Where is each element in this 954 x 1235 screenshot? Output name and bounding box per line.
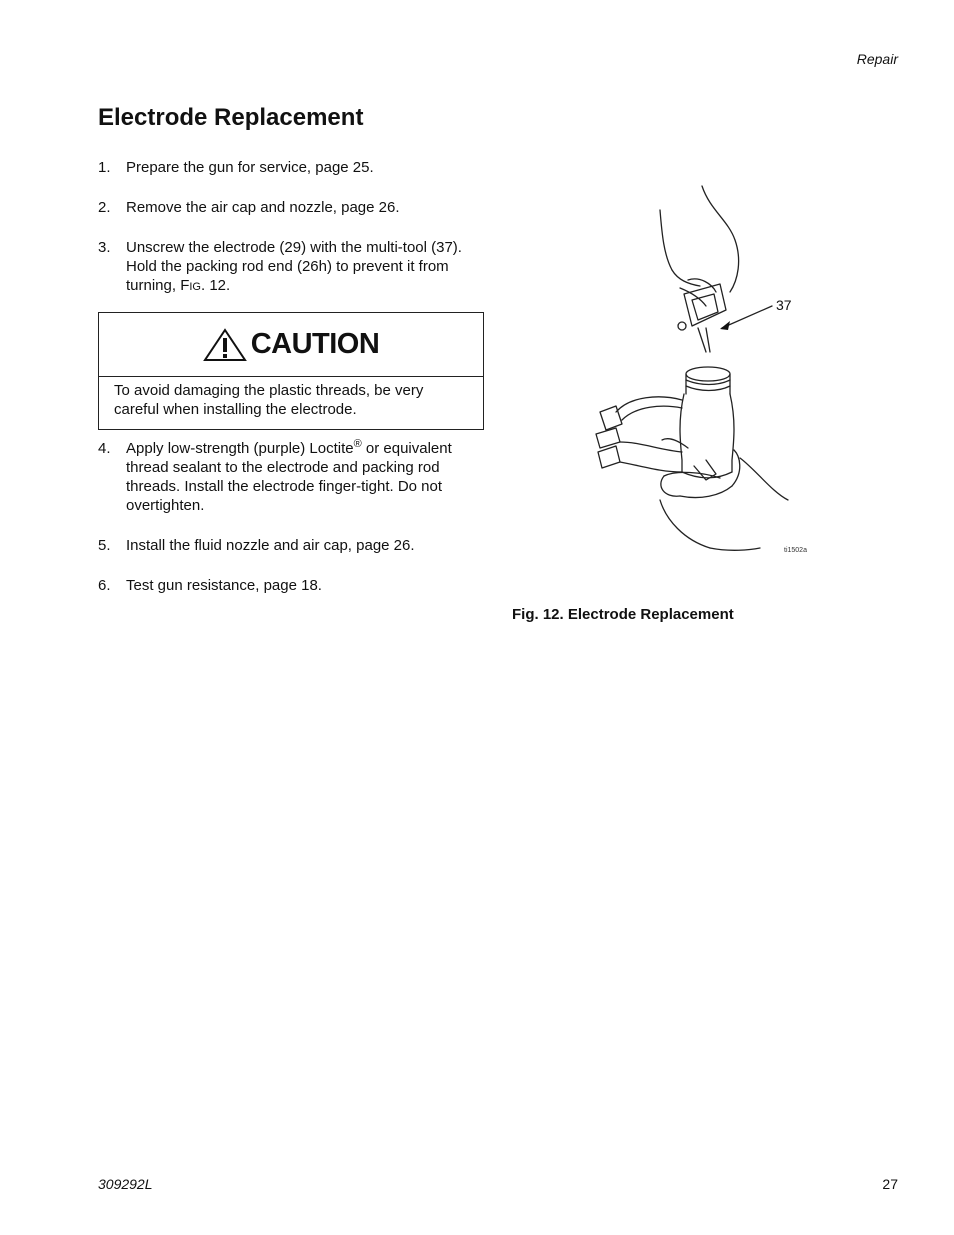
figure-ref-initial: F	[180, 277, 190, 294]
caution-box	[98, 312, 484, 430]
step-3	[98, 238, 488, 297]
step-number: 4.	[98, 440, 111, 457]
image-code: ti1502a	[784, 547, 807, 554]
step-text: Unscrew the electrode (29) with the multi-tool (37). Hold the packing rod end (26h) to prevent it from turning,	[126, 239, 462, 294]
step-number: 3.	[98, 239, 111, 256]
callout-37: 37	[776, 297, 792, 313]
step-text: Install the fluid nozzle and air cap, page 26.	[126, 537, 415, 554]
caution-title: CAUTION	[250, 328, 380, 360]
step-text-continued: or equivalent thread sealant to the electrode and packing rod threads. Install the electrode finger-tight. Do not overtighten.	[126, 440, 452, 514]
figure-caption: Fig. 12. Electrode Replacement	[512, 606, 734, 623]
step-number: 6.	[98, 577, 111, 594]
step-number: 1.	[98, 159, 111, 176]
page-title: Electrode Replacement	[98, 104, 364, 131]
electrode-replacement-illustration	[560, 180, 820, 570]
registered-mark: ®	[353, 438, 362, 450]
figure-ref-number: . 12.	[201, 277, 231, 294]
caution-text: To avoid damaging the plastic threads, be very careful when installing the electrode.	[114, 382, 424, 418]
warning-triangle-icon	[203, 328, 247, 362]
step-text: Apply low-strength (purple) Loctite	[126, 440, 354, 457]
section-label: Repair	[856, 51, 898, 67]
figure-ref-smallcaps: IG	[189, 281, 201, 293]
step-6	[98, 576, 488, 595]
procedure-steps	[98, 158, 488, 595]
page-number: 27	[882, 1176, 898, 1192]
step-text: Test gun resistance, page 18.	[126, 577, 322, 594]
step-5	[98, 536, 488, 555]
step-2	[98, 198, 488, 217]
step-text: Prepare the gun for service, page 25.	[126, 159, 374, 176]
document-number: 309292L	[98, 1176, 153, 1192]
caution-header	[99, 313, 483, 377]
step-1	[98, 158, 488, 177]
step-4	[98, 439, 488, 515]
step-number: 2.	[98, 199, 111, 216]
step-text: Remove the air cap and nozzle, page 26.	[126, 199, 400, 216]
step-number: 5.	[98, 537, 111, 554]
